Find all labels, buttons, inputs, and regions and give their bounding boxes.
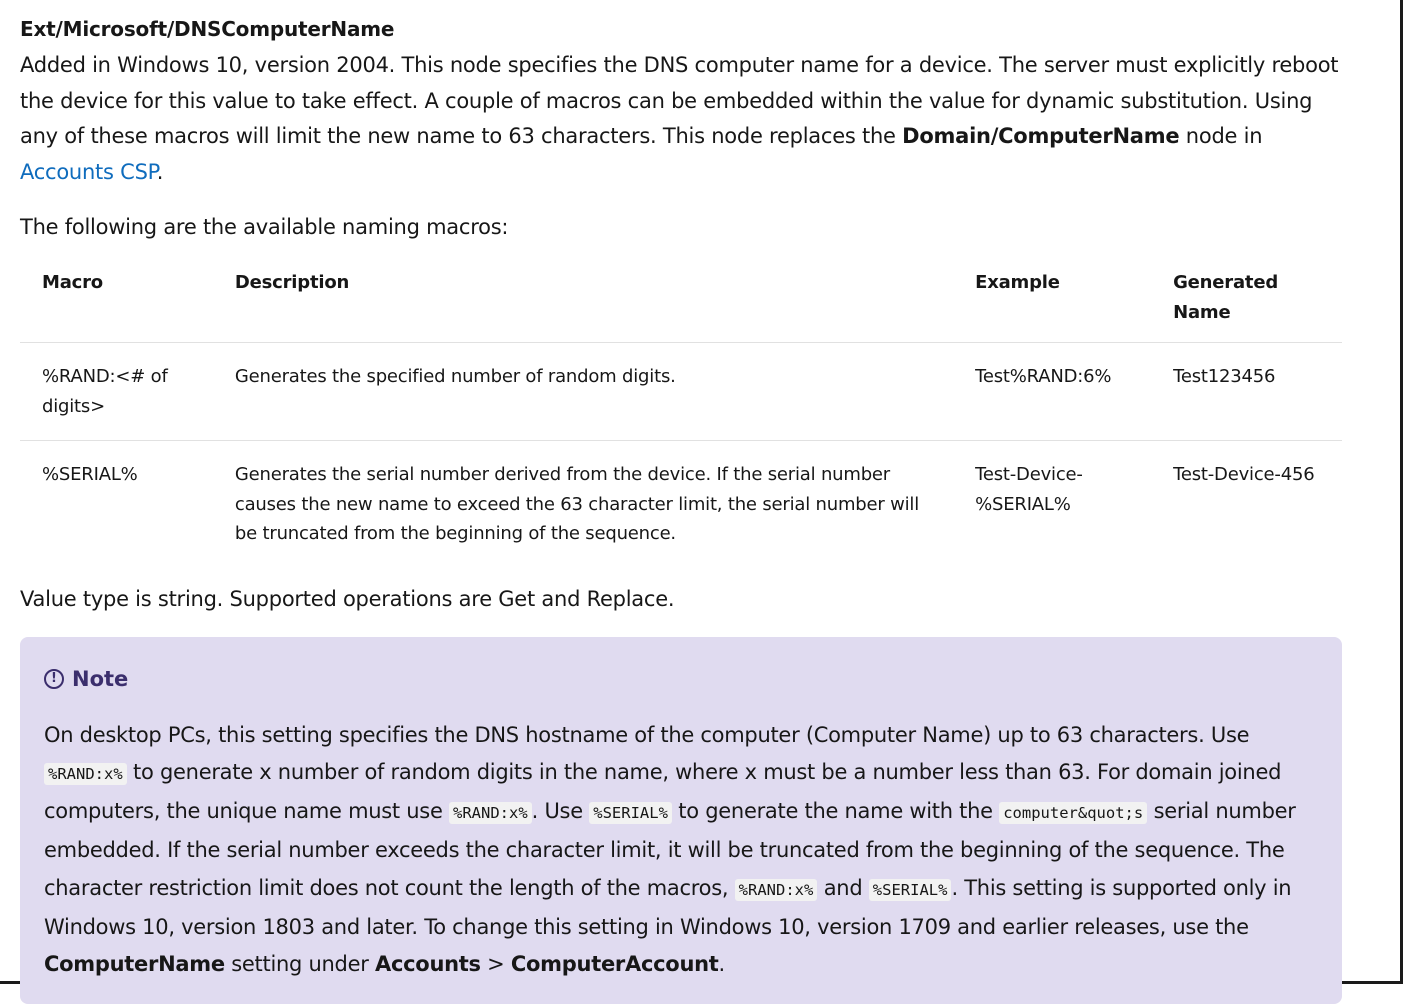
inline-code: computer&quot;s (999, 802, 1147, 824)
note-text: setting under (224, 952, 375, 977)
bold-term: ComputerAccount (510, 952, 719, 977)
cell-description: Generates the specified number of random digits. (213, 343, 953, 441)
note-callout (20, 637, 1342, 1004)
note-title-label: Note (72, 666, 129, 691)
note-text: serial number embedded. If the serial number exceeds the character limit, it will be truncated from the beginning of the sequence. The character restriction limit does not count the length of the macros, (44, 799, 1296, 900)
note-title (44, 661, 1318, 697)
header-description: Description (213, 254, 953, 343)
note-text: . This setting is supported only in Windows 10, version 1803 and later. To change this setting in Windows 10, version 1709 and earlier releases, use the (44, 875, 1292, 939)
table-row (20, 343, 1342, 441)
note-text: to generate the name with the (671, 799, 1000, 824)
cell-macro: %SERIAL% (42, 464, 138, 485)
naming-macros-table (20, 254, 1342, 568)
note-text: . Use (531, 799, 590, 824)
bold-term: Accounts (375, 952, 481, 977)
cell-description: Generates the serial number derived from the device. If the serial number causes the new name to exceed the 63 character limit, the serial number will be truncated from the beginning of the sequence. (234, 464, 920, 544)
note-text: > (480, 952, 511, 977)
note-body (44, 717, 1318, 984)
macros-lead-text: The following are the available naming macros: (20, 215, 509, 239)
inline-code: %RAND:x% (735, 879, 818, 901)
note-text: to generate x number of random digits in the name, where x must be a number less than 63. For domain joined computers, the unique name must use (44, 759, 1282, 824)
cell-example: Test-Device-%SERIAL% (975, 464, 1083, 515)
article-content (20, 14, 1342, 1004)
inline-code: %SERIAL% (589, 802, 672, 824)
cell-macro: %RAND:<# of digits> (20, 343, 213, 441)
intro-text-3: . (156, 159, 164, 184)
replaced-node-name: Domain/ComputerName (902, 124, 1180, 148)
cell-generated-name: Test123456 (1151, 343, 1342, 441)
accounts-csp-link[interactable]: Accounts CSP (20, 159, 157, 184)
bold-term: ComputerName (44, 952, 225, 977)
inline-code: %RAND:x% (44, 763, 127, 785)
info-circle-icon: ! (44, 669, 64, 689)
header-example: Example (953, 254, 1151, 343)
cell-example: Test%RAND:6% (953, 343, 1151, 441)
table-row (20, 441, 1342, 568)
note-text: and (817, 875, 869, 900)
node-description (20, 48, 1342, 190)
inline-code: %RAND:x% (449, 802, 532, 824)
cell-generated-name: Test-Device-456 (1173, 464, 1315, 485)
intro-text-2: node in (1179, 124, 1263, 148)
note-text: . (718, 952, 725, 977)
value-type-text: Value type is string. Supported operations are Get and Replace. (20, 586, 675, 611)
header-generated-name: Generated Name (1151, 254, 1342, 343)
intro-text-1: Added in Windows 10, version 2004. This node specifies the DNS computer name for a device. The server must explicitly reboot the device for this value to take effect. A couple of macros can be embedded within the value for dynamic substitution. Using any of these macros will limit the new name to 63 characters. This node replaces the (20, 53, 1339, 148)
inline-code: %SERIAL% (869, 879, 952, 901)
node-heading: Ext/Microsoft/DNSComputerName (20, 17, 395, 41)
note-text: On desktop PCs, this setting specifies the DNS hostname of the computer (Computer Name) up to 63 characters. Use (44, 722, 1250, 747)
table-header-row (20, 254, 1342, 343)
header-macro: Macro (20, 254, 213, 343)
